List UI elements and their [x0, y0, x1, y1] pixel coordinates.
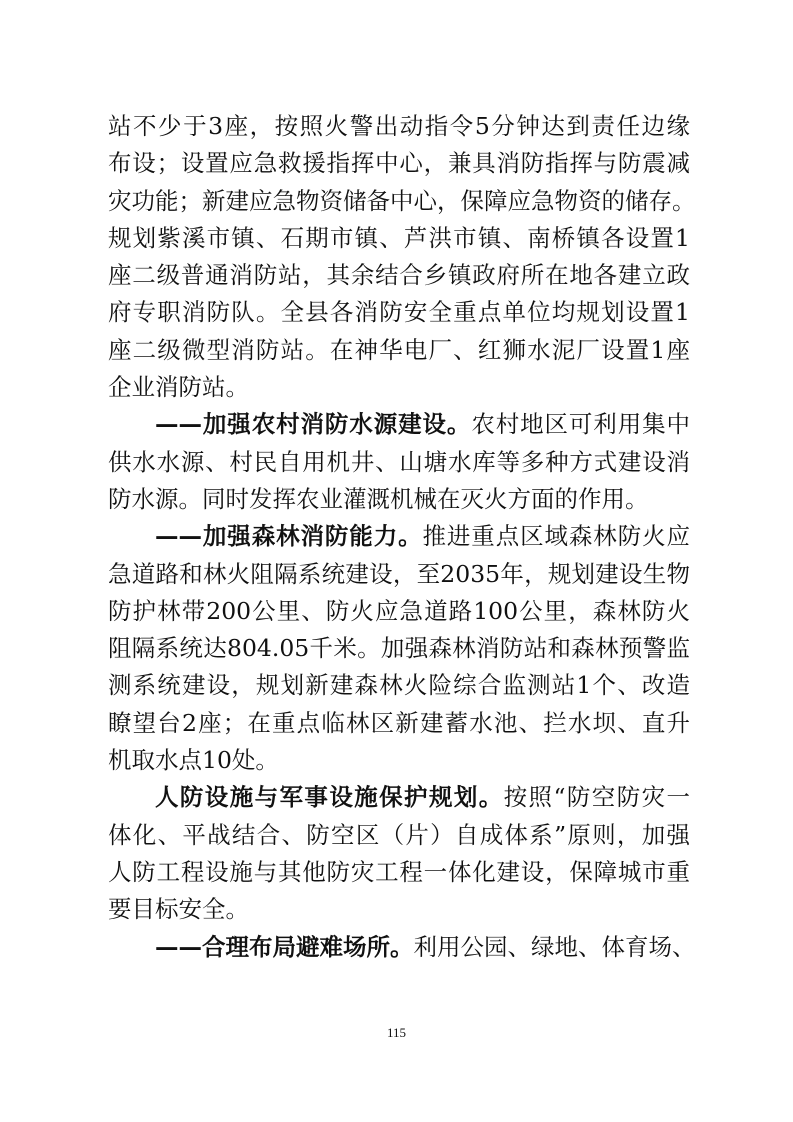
- text-line-15: 阻隔系统达804.05千米。加强森林消防站和森林预警监: [108, 634, 690, 663]
- text-line-13: 急道路和林火阻隔系统建设，至2035年，规划建设生物: [108, 559, 690, 588]
- text-line-21: 人防工程设施与其他防灾工程一体化建设，保障城市重: [108, 857, 690, 886]
- text-line-7: 座二级微型消防站。在神华电厂、红狮水泥厂设置1座: [108, 335, 690, 364]
- text-line-10: 供水水源、村民自用机井、山塘水库等多种方式建设消: [108, 447, 690, 476]
- text-line-9: [108, 406, 690, 443]
- text-line-5: 座二级普通消防站，其余结合乡镇政府所在地各建立政: [108, 261, 690, 290]
- text-line-8: 企业消防站。: [108, 373, 249, 402]
- text-line-9-body: 农村地区可利用集中: [471, 410, 691, 439]
- page-number: 115: [386, 1025, 407, 1040]
- text-line-1: 站不少于3座，按照火警出动指令5分钟达到责任边缘: [108, 112, 690, 140]
- text-line-12-body: 推进重点区域森林防火应: [422, 522, 690, 551]
- section-heading-civil-defense: 人防设施与军事设施保护规划。: [155, 783, 504, 812]
- section-heading-shelters: ——合理布局避难场所。: [155, 932, 414, 961]
- text-line-22: 要目标安全。: [108, 895, 249, 924]
- text-line-23: [108, 929, 696, 966]
- text-line-17: 瞭望台2座；在重点临林区新建蓄水池、拦水坝、直升: [108, 708, 690, 737]
- text-line-14: 防护林带200公里、防火应急道路100公里，森林防火: [108, 596, 690, 625]
- text-line-12: [108, 518, 690, 555]
- section-heading-rural-water: ——加强农村消防水源建设。: [155, 410, 472, 439]
- body-text: [108, 108, 696, 966]
- text-line-16: 测系统建设，规划新建森林火险综合监测站1个、改造: [108, 671, 690, 700]
- text-line-18: 机取水点10处。: [108, 746, 279, 775]
- text-line-19-body: 按照“防空防灾一: [503, 783, 690, 812]
- text-line-11: 防水源。同时发挥农业灌溉机械在灭火方面的作用。: [108, 484, 649, 513]
- text-line-2: 布设；设置应急救援指挥中心，兼具消防指挥与防震减: [108, 149, 690, 178]
- text-line-23-body: 利用公园、绿地、体育场、: [413, 932, 696, 961]
- text-line-3: 灾功能；新建应急物资储备中心，保障应急物资的储存。: [108, 186, 696, 215]
- text-line-6: 府专职消防队。全县各消防安全重点单位均规划设置1: [108, 298, 690, 327]
- text-line-19: [108, 779, 690, 816]
- section-heading-forest-fire: ——加强森林消防能力。: [155, 522, 423, 551]
- text-line-4: 规划紫溪市镇、石期市镇、芦洪市镇、南桥镇各设置1: [108, 223, 690, 252]
- text-line-20: 体化、平战结合、防空区（片）自成体系”原则，加强: [108, 820, 690, 849]
